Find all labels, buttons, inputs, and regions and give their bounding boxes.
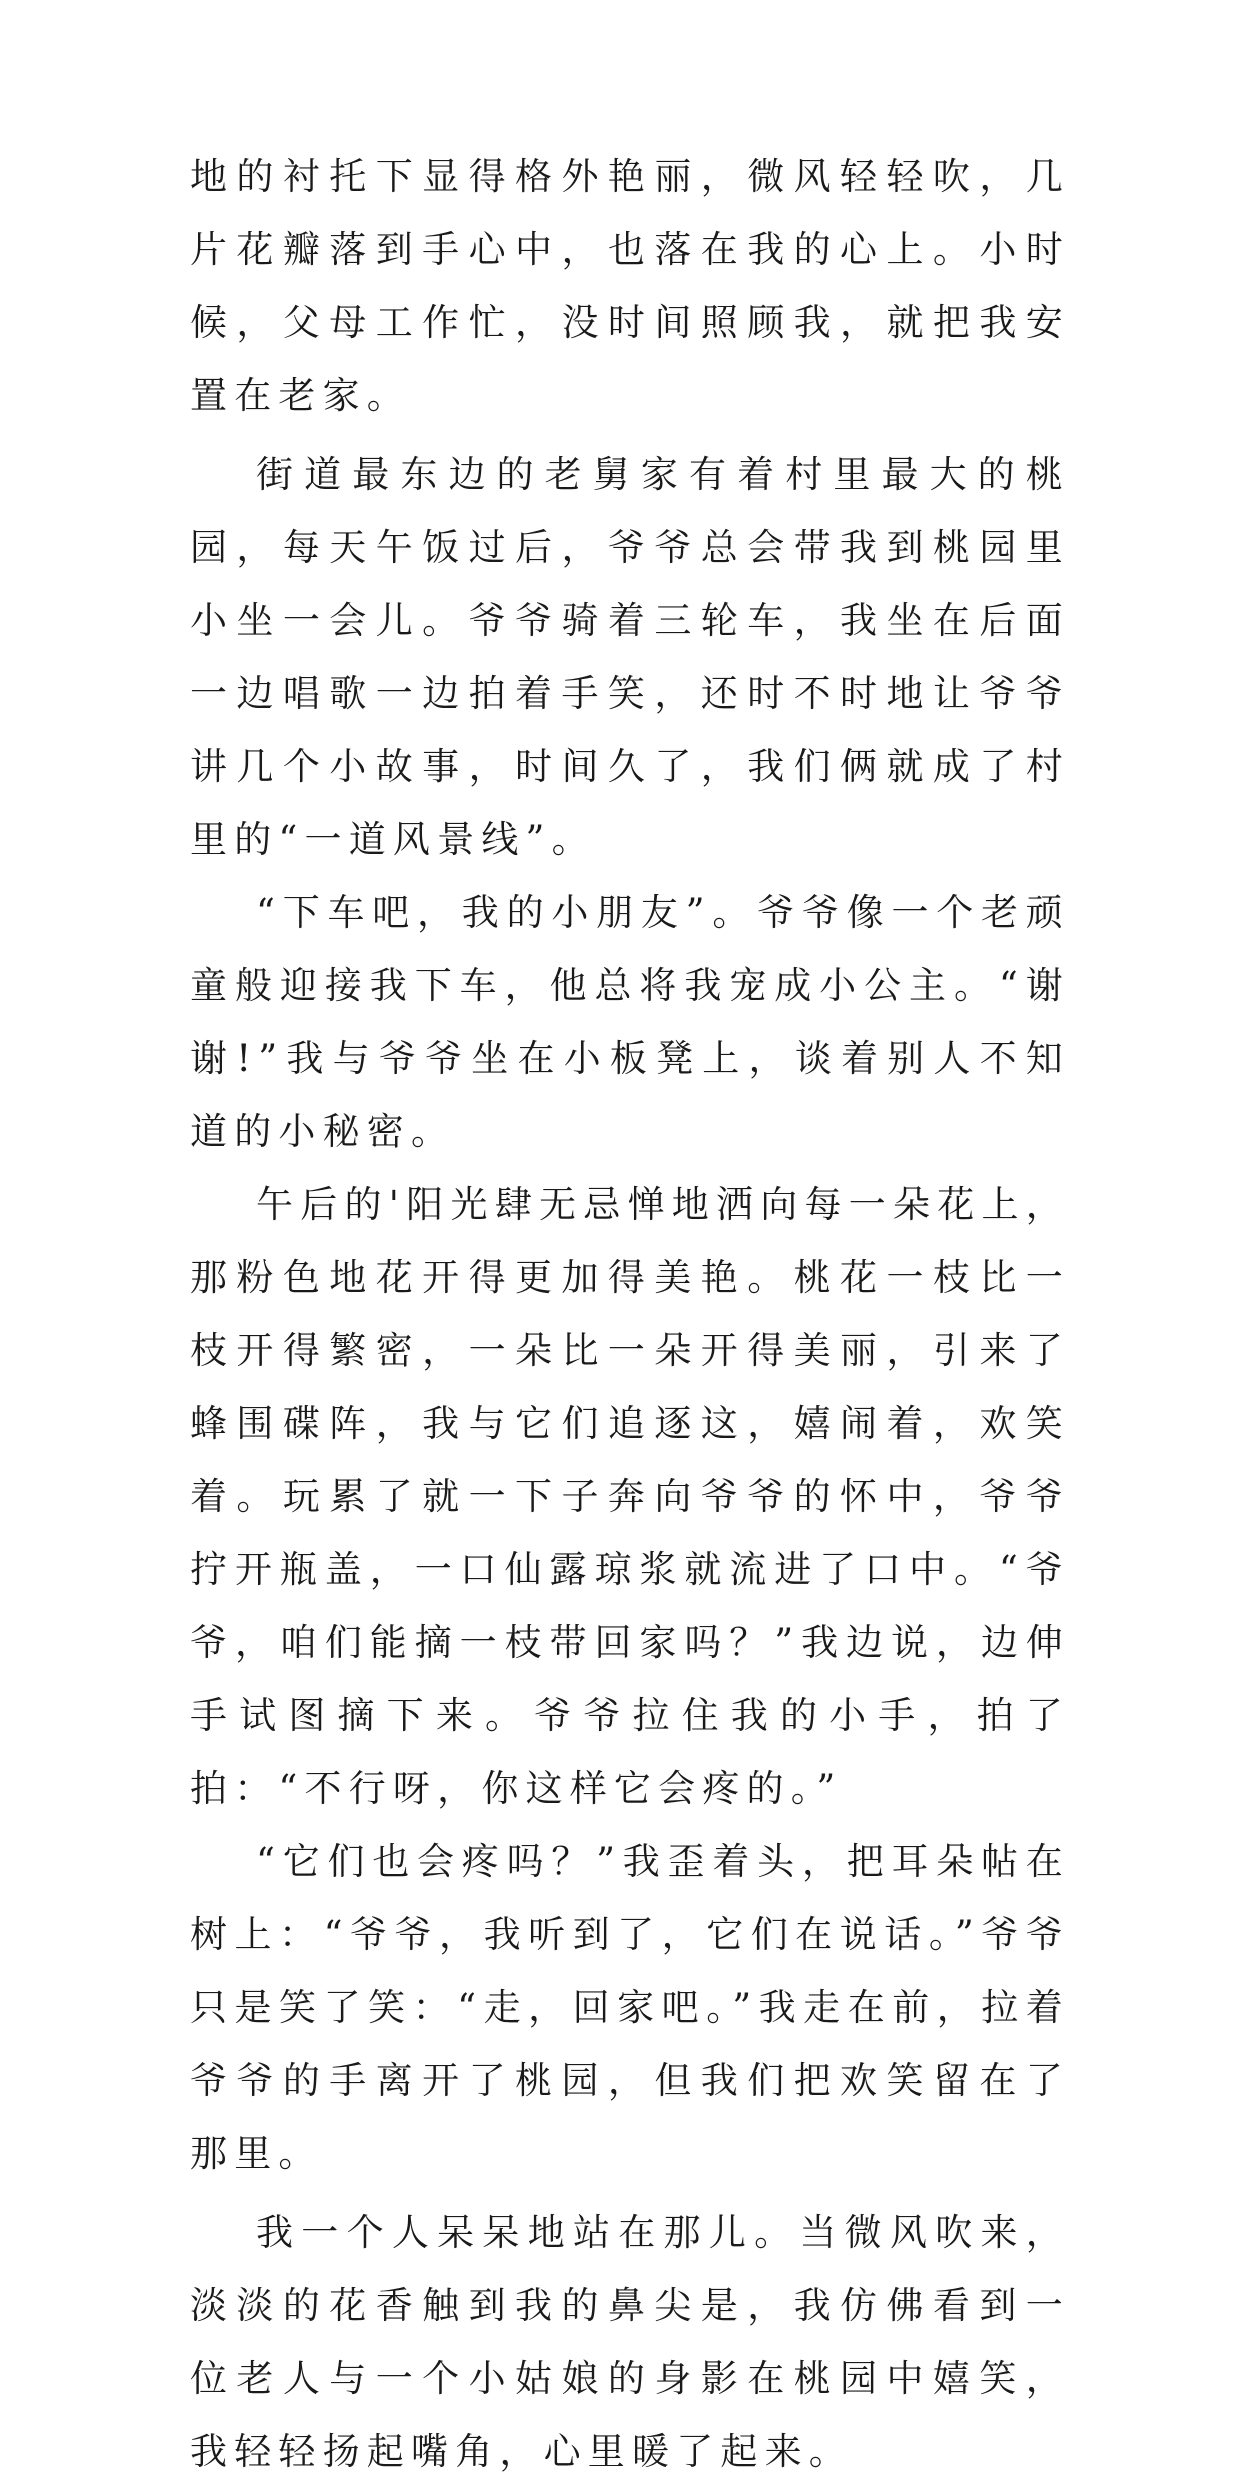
paragraph-5: “它们也会疼吗？”我歪着头，把耳朵帖在树上：“爷爷，我听到了，它们在说话。”爷爷只是笑了笑：“走，回家吧。”我走在前，拉着爷爷的手离开了桃园，但我们把欢笑留在了那里。 — [190, 1840, 1070, 2175]
document-page — [190, 140, 1070, 2488]
paragraph-1: 地的衬托下显得格外艳丽，微风轻轻吹，几片花瓣落到手心中，也落在我的心上。小时候，父母工作忙，没时间照顾我，就把我安置在老家。 — [190, 155, 1070, 417]
paragraph-2: 街道最东边的老舅家有着村里最大的桃园，每天午饭过后，爷爷总会带我到桃园里小坐一会儿。爷爷骑着三轮车，我坐在后面一边唱歌一边拍着手笑，还时不时地让爷爷讲几个小故事，时间久了，我们俩就成了村里的“一道风景线”。 — [190, 453, 1070, 861]
paragraph-3: “下车吧，我的小朋友”。爷爷像一个老顽童般迎接我下车，他总将我宠成小公主。“谢谢!”我与爷爷坐在小板凳上，谈着别人不知道的小秘密。 — [190, 891, 1070, 1153]
paragraph-6: 我一个人呆呆地站在那儿。当微风吹来，淡淡的花香触到我的鼻尖是，我仿佛看到一位老人与一个小姑娘的身影在桃园中嬉笑，我轻轻扬起嘴角，心里暖了起来。 — [190, 2211, 1070, 2473]
paragraph-4: 午后的'阳光肆无忌惮地洒向每一朵花上，那粉色地花开得更加得美艳。桃花一枝比一枝开得繁密，一朵比一朵开得美丽，引来了蜂围碟阵，我与它们追逐这，嬉闹着，欢笑着。玩累了就一下子奔向爷爷的怀中，爷爷拧开瓶盖，一口仙露琼浆就流进了口中。“爷爷，咱们能摘一枝带回家吗？”我边说，边伸手试图摘下来。爷爷拉住我的小手，拍了拍：“不行呀，你这样它会疼的。” — [190, 1183, 1070, 1810]
